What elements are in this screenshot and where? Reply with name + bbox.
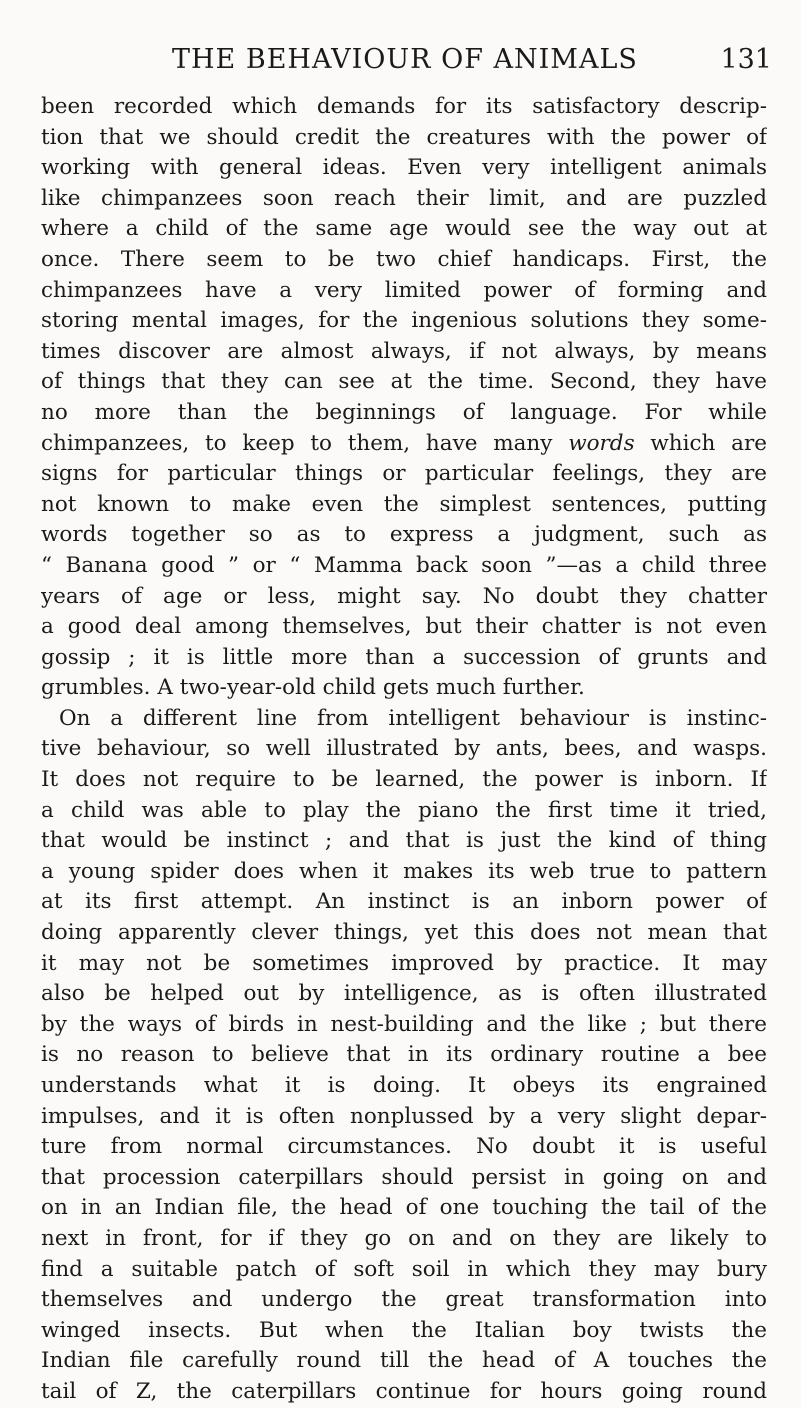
text-line: it may not be sometimes improved by practice. It may bbox=[41, 950, 767, 976]
text-line: years of age or less, might say. No doubt they chatter bbox=[41, 583, 767, 609]
text-segment: chimpanzees, to keep to them, have many bbox=[41, 430, 569, 456]
text-line: chimpanzees have a very limited power of forming and bbox=[41, 277, 767, 303]
text-line: gossip ; it is little more than a succession of grunts and bbox=[41, 644, 767, 670]
text-line: not known to make even the simplest sentences, putting bbox=[41, 491, 767, 517]
text-line: winged insects. But when the Italian boy twists the bbox=[41, 1317, 767, 1343]
text-line: impulses, and it is often nonplussed by a very slight depar- bbox=[41, 1103, 767, 1129]
text-line: that procession caterpillars should persist in going on and bbox=[41, 1164, 767, 1190]
text-line: signs for particular things or particular feelings, they are bbox=[41, 461, 767, 487]
text-line: find a suitable patch of soft soil in which they may bury bbox=[41, 1256, 767, 1282]
text-line: tion that we should credit the creatures with the power of bbox=[41, 124, 767, 150]
text-line: ture from normal circumstances. No doubt it is useful bbox=[41, 1134, 767, 1160]
italic-word: words bbox=[568, 430, 635, 456]
text-line: a child was able to play the piano the first time it tried, bbox=[41, 797, 767, 823]
text-line: by the ways of birds in nest-building and the like ; but there bbox=[41, 1011, 767, 1037]
text-line: a young spider does when it makes its web true to pattern bbox=[41, 858, 767, 884]
text-line: tail of Z, the caterpillars continue for hours going round bbox=[41, 1378, 767, 1404]
text-line: words together so as to express a judgment, such as bbox=[41, 522, 767, 548]
running-head: THE BEHAVIOUR OF ANIMALS bbox=[172, 44, 638, 75]
body-text bbox=[41, 92, 767, 1408]
text-line: also be helped out by intelligence, as is often illustrated bbox=[41, 981, 767, 1007]
text-line: times discover are almost always, if not always, by means bbox=[41, 338, 767, 364]
text-line: On a different line from intelligent behaviour is instinc- bbox=[59, 705, 767, 731]
text-line: is no reason to believe that in its ordinary routine a bee bbox=[41, 1042, 767, 1068]
text-line: “ Banana good ” or “ Mamma back soon ”—as a child three bbox=[41, 552, 767, 578]
text-line: where a child of the same age would see the way out at bbox=[41, 216, 767, 242]
text-line: themselves and undergo the great transformation into bbox=[41, 1287, 767, 1313]
text-line: been recorded which demands for its satisfactory descrip- bbox=[41, 94, 767, 119]
text-segment: which are bbox=[634, 430, 767, 456]
text-line: that would be instinct ; and that is just the kind of thing bbox=[41, 828, 767, 854]
text-line-with-italic bbox=[41, 429, 767, 460]
text-line: no more than the beginnings of language. For while bbox=[41, 399, 767, 425]
text-line: of things that they can see at the time. Second, they have bbox=[41, 369, 767, 395]
text-line: like chimpanzees soon reach their limit, and are puzzled bbox=[41, 185, 767, 211]
text-line: It does not require to be learned, the power is inborn. If bbox=[41, 767, 767, 793]
text-line: storing mental images, for the ingenious solutions they some- bbox=[41, 308, 767, 334]
text-line: a good deal among themselves, but their chatter is not even bbox=[41, 614, 767, 640]
text-line: doing apparently clever things, yet this does not mean that bbox=[41, 920, 767, 946]
text-line: at its first attempt. An instinct is an inborn power of bbox=[41, 889, 767, 915]
page-number: 131 bbox=[720, 44, 772, 75]
text-line: Indian file carefully round till the head of A touches the bbox=[41, 1348, 767, 1374]
text-line: next in front, for if they go on and on they are likely to bbox=[41, 1225, 767, 1251]
text-line: understands what it is doing. It obeys its engrained bbox=[41, 1073, 767, 1098]
text-line: tive behaviour, so well illustrated by ants, bees, and wasps. bbox=[41, 736, 767, 762]
text-line: once. There seem to be two chief handicaps. First, the bbox=[41, 246, 767, 272]
text-line: on in an Indian file, the head of one touching the tail of the bbox=[41, 1195, 767, 1221]
text-line: grumbles. A two-year-old child gets much further. bbox=[41, 675, 585, 701]
text-line: working with general ideas. Even very intelligent animals bbox=[41, 155, 767, 181]
